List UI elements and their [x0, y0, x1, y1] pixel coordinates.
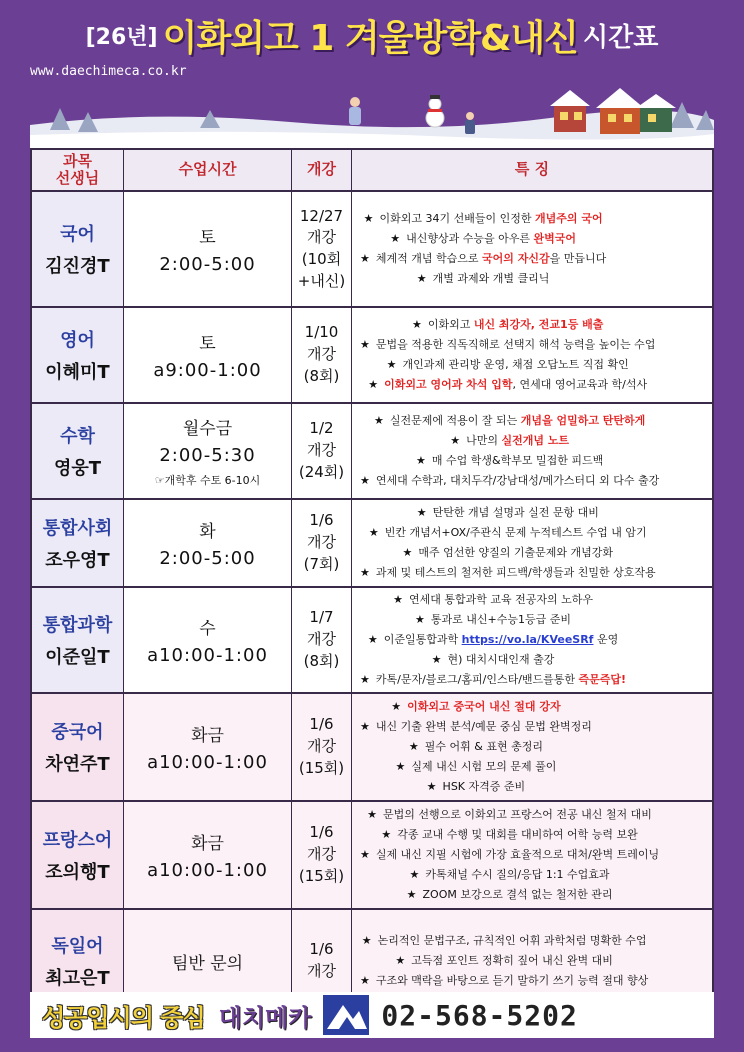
- feature-item: ★ 개별 과제와 개별 클리닉: [416, 272, 550, 285]
- feature-item: ★ ZOOM 보강으로 결석 없는 철저한 관리: [406, 888, 613, 901]
- class-days: 월수금: [182, 419, 233, 439]
- feature-highlight: 이화외고 영어과 차석 입학: [384, 378, 513, 391]
- feature-item: ★ 논리적인 문법구조, 규칙적인 어휘 과학처럼 명확한 수업: [361, 934, 647, 947]
- open-line: 개강: [307, 441, 336, 460]
- feature-item: ★ 과제 및 테스트의 철저한 피드백/학생들과 친밀한 상호작용: [360, 566, 656, 579]
- star-icon: ★: [367, 633, 378, 646]
- class-days: 토: [199, 334, 216, 354]
- teacher-name: 이혜미T: [45, 362, 110, 383]
- class-time: a10:00-1:00: [147, 752, 268, 773]
- open-date-cell: [292, 694, 352, 800]
- feature-item: ★ 나만의 실전개념 노트: [450, 434, 570, 447]
- features-cell: [352, 802, 712, 908]
- star-icon: ★: [360, 474, 370, 487]
- open-line: 1/6: [309, 715, 334, 734]
- feature-item: ★ 필수 어휘 & 표현 총정리: [408, 740, 543, 753]
- table-row: [32, 694, 712, 802]
- feature-item: ★ 구조와 맥락을 바탕으로 듣기 말하기 쓰기 능력 절대 향상: [360, 974, 649, 987]
- subject-cell: [32, 192, 124, 306]
- feature-highlight: 개념을 엄밀하고 탄탄하게: [520, 414, 646, 427]
- star-icon: ★: [391, 700, 402, 713]
- class-time-cell: [124, 192, 292, 306]
- class-time-cell: [124, 588, 292, 692]
- teacher-name: 조우영T: [45, 550, 110, 571]
- subject-name: 영어: [60, 330, 95, 351]
- website-url[interactable]: www.daechimeca.co.kr: [30, 64, 187, 79]
- feature-item: ★ 통과로 내신+수능1등급 준비: [415, 613, 572, 626]
- open-date-cell: [292, 802, 352, 908]
- subject-name: 통합과학: [42, 615, 113, 636]
- class-time-cell: [124, 404, 292, 498]
- subject-cell: [32, 802, 124, 908]
- class-time: a10:00-1:00: [147, 860, 268, 881]
- winter-scene-illustration: [30, 80, 714, 150]
- open-line: +내신): [297, 271, 346, 290]
- feature-item: ★ 탄탄한 개념 설명과 실전 문항 대비: [416, 506, 599, 519]
- star-icon: ★: [374, 414, 384, 427]
- class-time-cell: [124, 308, 292, 402]
- class-days: 팀반 문의: [171, 953, 244, 974]
- star-icon: ★: [360, 848, 370, 861]
- subject-name: 중국어: [51, 722, 104, 743]
- open-line: 개강: [307, 533, 336, 552]
- open-line: 개강: [307, 962, 336, 980]
- open-line: 개강: [307, 345, 336, 364]
- star-icon: ★: [406, 888, 417, 901]
- star-icon: ★: [360, 566, 370, 579]
- star-icon: ★: [360, 673, 370, 686]
- house-icon: [550, 88, 676, 134]
- feature-highlight: 이화외고 중국어 내신 절대 강자: [407, 700, 561, 713]
- star-icon: ★: [395, 760, 406, 773]
- feature-item: ★ 빈칸 개념서+OX/주관식 문제 누적테스트 수업 내 암기: [368, 526, 647, 539]
- star-icon: ★: [409, 868, 420, 881]
- subject-cell: [32, 308, 124, 402]
- star-icon: ★: [390, 232, 401, 245]
- feature-item: [360, 697, 592, 717]
- teacher-name: 차연주T: [45, 754, 110, 775]
- feature-highlight: 내신 최강자, 전교1등 배출: [473, 318, 604, 331]
- feature-item: ★ 문법의 선행으로 이화외고 프랑스어 전공 내신 철저 대비: [367, 808, 652, 821]
- open-line: (10회: [301, 250, 342, 268]
- open-line: (7회): [303, 554, 340, 573]
- star-icon: ★: [360, 338, 370, 351]
- subject-name: 국어: [60, 224, 95, 245]
- feature-highlight: 실전개념 노트: [501, 434, 570, 447]
- table-row: [32, 500, 712, 588]
- class-time: 2:00-5:30: [159, 445, 256, 466]
- feature-highlight: 개념주의 국어: [535, 212, 603, 225]
- star-icon: ★: [363, 212, 374, 225]
- subject-name: 통합사회: [42, 518, 113, 539]
- star-icon: ★: [360, 252, 370, 265]
- feature-item: ★ HSK 자격증 준비: [426, 780, 526, 793]
- open-line: 개강: [307, 737, 336, 756]
- subject-name: 수학: [60, 426, 95, 447]
- star-icon: ★: [408, 740, 419, 753]
- open-line: 개강: [307, 630, 336, 649]
- subject-name: 독일어: [51, 936, 104, 957]
- subject-cell: [32, 500, 124, 586]
- open-line: 개강: [307, 228, 336, 247]
- star-icon: ★: [367, 808, 378, 821]
- star-icon: ★: [393, 593, 403, 606]
- subject-cell: [32, 588, 124, 692]
- teacher-name: 조의행T: [45, 862, 110, 883]
- class-time: a10:00-1:00: [147, 645, 268, 666]
- star-icon: ★: [431, 653, 442, 666]
- open-line: 1/6: [309, 511, 334, 530]
- open-line: (8회): [303, 651, 340, 670]
- feature-item: ★ 개인과제 관리방 운영, 채점 오답노트 직접 확인: [386, 358, 629, 371]
- feature-highlight: 즉문즉답!: [578, 673, 627, 686]
- table-row: [32, 404, 712, 500]
- star-icon: ★: [416, 506, 427, 519]
- header-features: 특 징: [514, 160, 550, 179]
- star-icon: ★: [386, 358, 397, 371]
- teacher-name: 김진경T: [45, 256, 110, 277]
- feature-item: ★ 이준일통합과학 https://vo.la/KVeeSRf 운영: [367, 633, 619, 646]
- feature-link[interactable]: https://vo.la/KVeeSRf: [461, 633, 594, 646]
- feature-item: ★ 매주 엄선한 양질의 기출문제와 개념강화: [402, 546, 614, 559]
- class-time-cell: [124, 802, 292, 908]
- class-time-cell: [124, 500, 292, 586]
- header-open-date: 개강: [292, 150, 352, 190]
- schedule-table: [30, 148, 714, 1014]
- star-icon: ★: [395, 954, 406, 967]
- phone-number[interactable]: 02-568-5202: [381, 998, 578, 1032]
- open-date-cell: [292, 308, 352, 402]
- class-time-cell: [124, 694, 292, 800]
- feature-item: ★ 내신 기출 완벽 분석/예문 중심 문법 완벽정리: [360, 720, 592, 733]
- feature-item: ★ 고득점 포인트 정확히 짚어 내신 완벽 대비: [395, 954, 613, 967]
- feature-item: ★ 매 수업 학생&학부모 밀접한 피드백: [416, 454, 604, 467]
- star-icon: ★: [426, 780, 437, 793]
- feature-item: ★ 이화외고 영어과 차석 입학, 연세대 영어교육과 학/석사: [368, 378, 648, 391]
- slogan: 성공입시의 중심: [42, 1003, 205, 1032]
- subject-cell: [32, 404, 124, 498]
- table-row: [32, 308, 712, 404]
- star-icon: ★: [368, 378, 379, 391]
- open-line: (8회): [303, 366, 340, 385]
- star-icon: ★: [416, 272, 427, 285]
- open-line: (15회): [298, 866, 345, 885]
- subject-cell: [32, 694, 124, 800]
- feature-item: ★ 카톡채널 수시 질의/응답 1:1 수업효과: [409, 868, 610, 881]
- open-line: 1/2: [309, 419, 334, 438]
- features-cell: [352, 694, 712, 800]
- feature-item: ★ 현) 대치시대인재 출강: [431, 653, 555, 666]
- year-tag: [26년]: [85, 25, 158, 50]
- table-row: [32, 588, 712, 694]
- features-cell: [352, 308, 712, 402]
- star-icon: ★: [416, 454, 426, 467]
- class-days: 토: [199, 228, 216, 248]
- star-icon: ★: [368, 526, 379, 539]
- open-line: 1/6: [309, 940, 334, 959]
- star-icon: ★: [361, 934, 372, 947]
- feature-item: ★ 문법을 적용한 직독직해로 선택지 해석 능력을 높이는 수업: [360, 338, 656, 351]
- header: [0, 0, 744, 70]
- class-note: ☞개학후 수토 6-10시: [154, 474, 261, 487]
- star-icon: ★: [411, 318, 422, 331]
- teacher-name: 영웅T: [53, 458, 102, 479]
- open-line: 1/7: [309, 608, 334, 627]
- feature-item: ★ 실제 내신 지필 시험에 가장 효율적으로 대처/완벽 트레이닝: [360, 848, 660, 861]
- feature-highlight: 국어의 자신감: [482, 252, 550, 265]
- feature-item: ★ 연세대 수학과, 대치두각/강남대성/메가스터디 외 다수 출강: [360, 474, 660, 487]
- star-icon: ★: [381, 828, 392, 841]
- open-line: 1/10: [304, 323, 339, 342]
- open-date-cell: [292, 500, 352, 586]
- subject-name: 프랑스어: [42, 830, 113, 851]
- open-line: (15회): [298, 758, 345, 777]
- feature-item: ★ 이화외고 34기 선배들이 인정한 개념주의 국어: [363, 212, 603, 225]
- feature-item: ★ 카톡/문자/블로그/홈피/인스타/밴드를통한 즉문즉답!: [360, 673, 627, 686]
- open-line: 12/27: [299, 206, 344, 225]
- class-time: 2:00-5:00: [159, 548, 256, 569]
- star-icon: ★: [360, 720, 370, 733]
- class-days: 화금: [191, 834, 224, 854]
- features-cell: [352, 588, 712, 692]
- feature-item: ★ 체계적 개념 학습으로 국어의 자신감을 만듭니다: [360, 252, 607, 265]
- footer-banner: [30, 992, 714, 1038]
- open-date-cell: [292, 404, 352, 498]
- feature-item: ★ 실전문제에 적용이 잘 되는 개념을 엄밀하고 탄탄하게: [374, 414, 646, 427]
- star-icon: ★: [415, 613, 425, 626]
- teacher-name: 최고은T: [45, 968, 110, 989]
- feature-item: ★ 연세대 통합과학 교육 전공자의 노하우: [393, 593, 593, 606]
- mountain-logo-icon: [323, 995, 369, 1035]
- star-icon: ★: [450, 434, 461, 447]
- feature-item: ★ 이화외고 내신 최강자, 전교1등 배출: [411, 318, 604, 331]
- page-subtitle: 시간표: [583, 23, 659, 53]
- table-header: [32, 150, 712, 192]
- star-icon: ★: [402, 546, 413, 559]
- open-line: (24회): [298, 462, 345, 481]
- table-row: [32, 192, 712, 308]
- open-date-cell: [292, 588, 352, 692]
- feature-highlight: 완벽국어: [533, 232, 576, 245]
- features-cell: [352, 404, 712, 498]
- table-row: [32, 802, 712, 910]
- open-line: 개강: [307, 845, 336, 864]
- teacher-name: 이준일T: [45, 647, 110, 668]
- features-cell: [352, 192, 712, 306]
- page-title: 이화외고 1 겨울방학&내신: [162, 18, 578, 59]
- brand-name: 대치메카: [219, 998, 312, 1033]
- feature-item: ★ 실제 내신 시험 모의 문제 풀이: [395, 760, 557, 773]
- open-line: 1/6: [309, 823, 334, 842]
- feature-item: ★ 내신향상과 수능을 아우른 완벽국어: [390, 232, 576, 245]
- features-cell: [352, 500, 712, 586]
- feature-item: ★ 각종 교내 수행 및 대회를 대비하여 어학 능력 보완: [381, 828, 638, 841]
- class-days: 수: [199, 619, 216, 639]
- header-subject-teacher: 과목 선생님: [32, 150, 124, 190]
- class-time: a9:00-1:00: [153, 360, 262, 381]
- header-class-time: 수업시간: [124, 150, 292, 190]
- open-date-cell: [292, 192, 352, 306]
- class-days: 화금: [191, 726, 224, 746]
- class-days: 화: [199, 522, 216, 542]
- star-icon: ★: [360, 974, 370, 987]
- class-time: 2:00-5:00: [159, 254, 256, 275]
